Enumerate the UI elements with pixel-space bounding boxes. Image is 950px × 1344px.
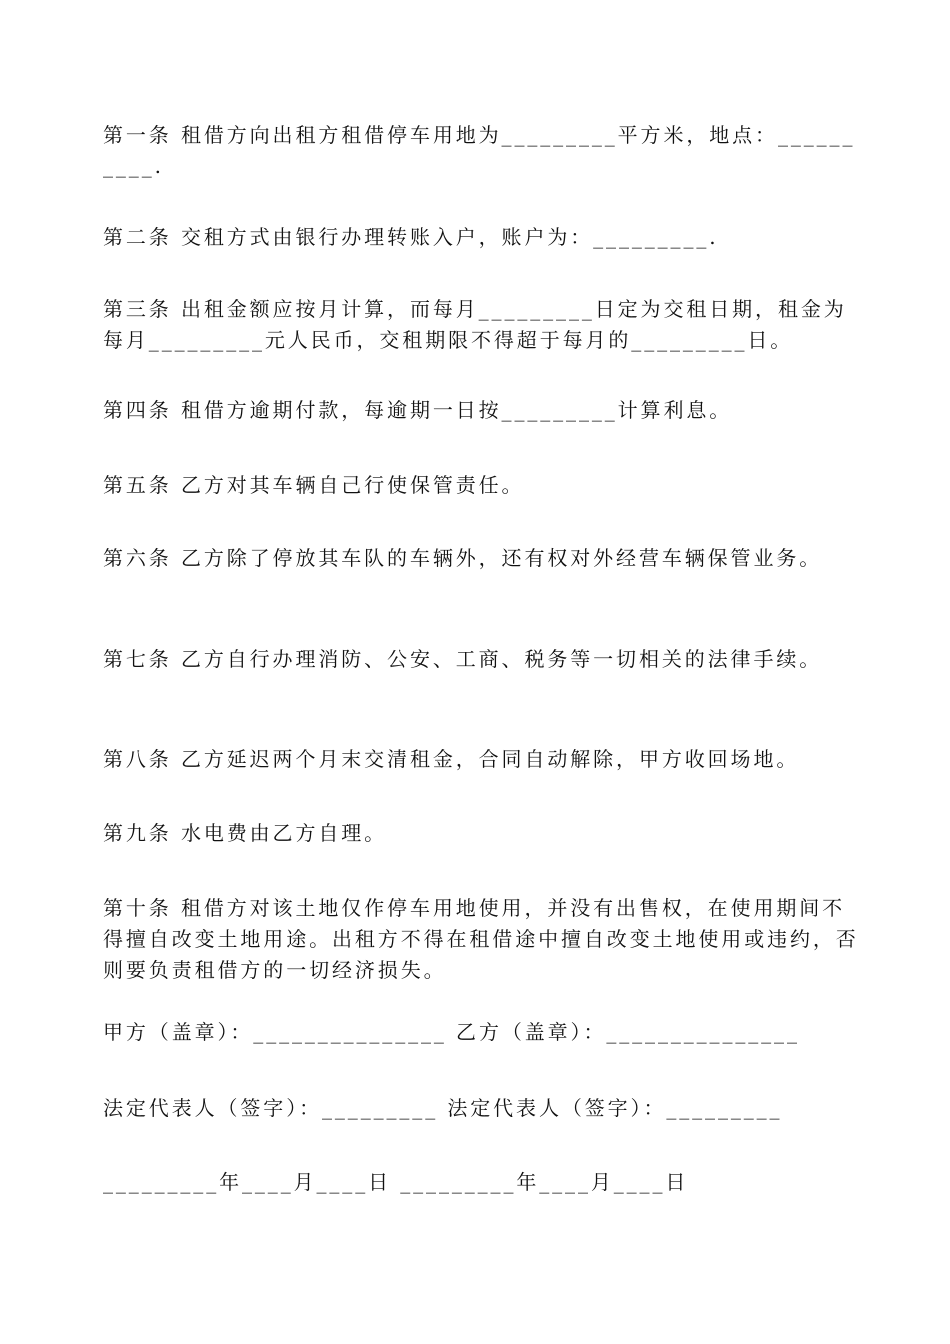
article-9: 第九条 水电费由乙方自理。 (103, 821, 388, 845)
representative-signature-line: 法定代表人（签字）：_________ 法定代表人（签字）：_________ (103, 1096, 783, 1120)
seal-signature-line: 甲方（盖章）：_______________ 乙方（盖章）：_______________ (103, 1020, 800, 1044)
date-line: _________年____月____日 _________年____月____日 (103, 1170, 689, 1194)
article-7: 第七条 乙方自行办理消防、公安、工商、税务等一切相关的法律手续。 (103, 647, 823, 671)
article-2: 第二条 交租方式由银行办理转账入户，账户为：_________. (103, 225, 719, 249)
article-8: 第八条 乙方延迟两个月末交清租金，合同自动解除，甲方收回场地。 (103, 747, 800, 771)
article-4: 第四条 租借方逾期付款，每逾期一日按_________计算利息。 (103, 398, 733, 422)
article-10: 第十条 租借方对该土地仅作停车用地使用，并没有出售权，在使用期间不得擅自改变土地用途。出租方不得在租借途中擅自改变土地使用或违约，否则要负责租借方的一切经济损失。 (103, 896, 859, 982)
article-5: 第五条 乙方对其车辆自己行使保管责任。 (103, 473, 525, 497)
article-3: 第三条 出租金额应按月计算，而每月_________日定为交租日期，租金为每月_________元人民币，交租期限不得超于每月的_________日。 (103, 297, 847, 352)
article-1: 第一条 租借方向出租方租借停车用地为_________平方米，地点：__________. (103, 123, 856, 178)
article-6: 第六条 乙方除了停放其车队的车辆外，还有权对外经营车辆保管业务。 (103, 546, 823, 570)
